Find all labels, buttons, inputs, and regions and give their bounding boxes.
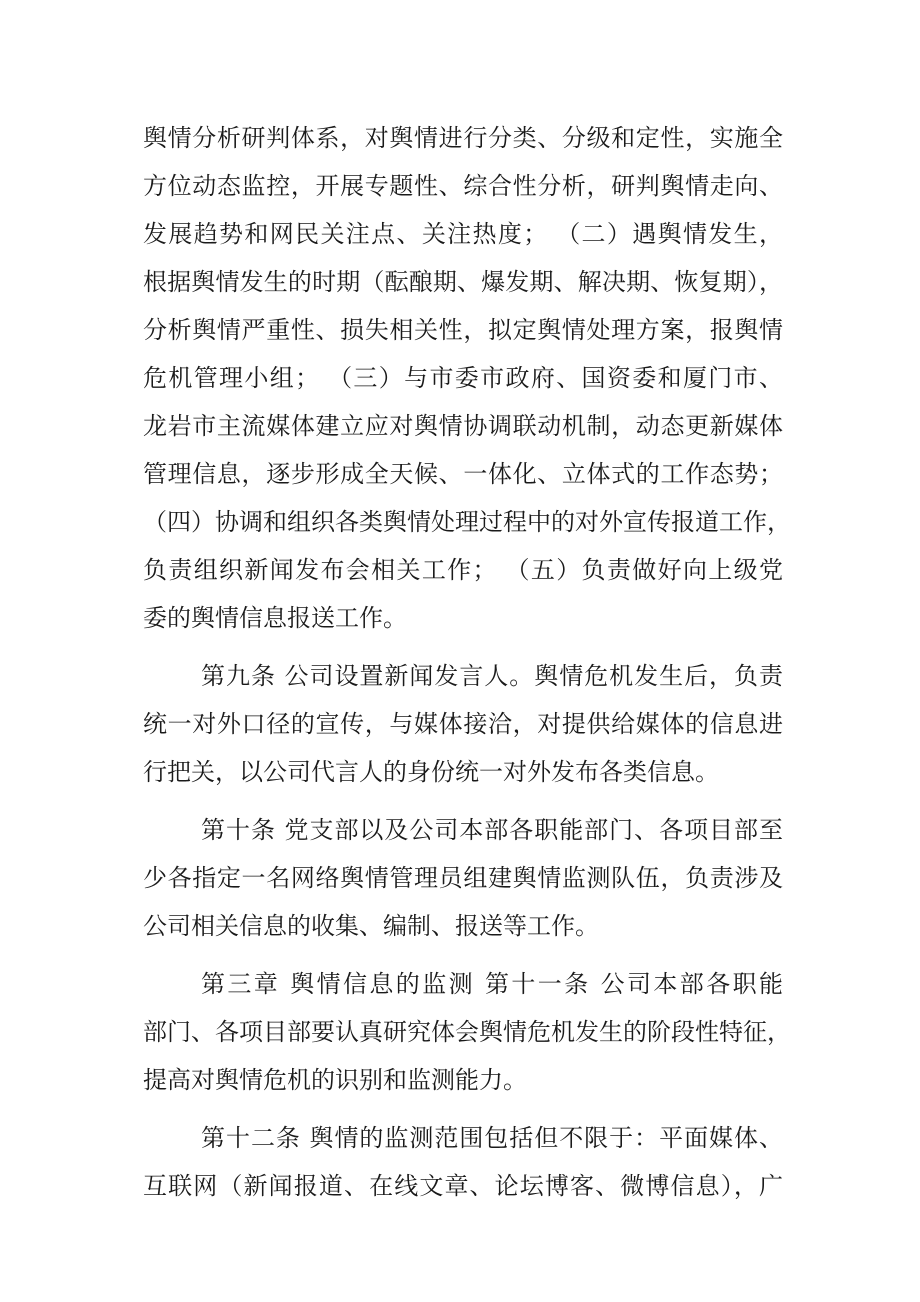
text-line: 互联网（新闻报道、在线文章、论坛博客、微博信息），广 — [143, 1172, 783, 1200]
text-line: 方位动态监控，开展专题性、综合性分析，研判舆情走向、 — [143, 172, 783, 200]
paragraph-chapter-3-article-11 — [143, 960, 791, 1104]
text-line: 第九条 公司设置新闻发言人。舆情危机发生后，负责 — [201, 662, 783, 690]
text-line: 负责组织新闻发布会相关工作； （五）负责做好向上级党 — [143, 556, 783, 584]
document-body — [143, 114, 791, 1220]
text-line: 少各指定一名网络舆情管理员组建舆情监测队伍，负责涉及 — [143, 864, 783, 892]
text-line: 管理信息，逐步形成全天候、一体化、立体式的工作态势； — [143, 460, 783, 488]
text-line: 统一对外口径的宣传，与媒体接洽，对提供给媒体的信息进 — [143, 710, 783, 738]
paragraph-article-12 — [143, 1114, 783, 1210]
text-line: 第十条 党支部以及公司本部各职能部门、各项目部至 — [201, 816, 783, 844]
text-line: （四）协调和组织各类舆情处理过程中的对外宣传报道工作， — [143, 508, 791, 536]
text-line: 分析舆情严重性、损失相关性，拟定舆情处理方案，报舆情 — [143, 316, 783, 344]
text-line: 委的舆情信息报送工作。 — [143, 604, 407, 632]
text-line: 提高对舆情危机的识别和监测能力。 — [143, 1066, 527, 1094]
paragraph-article-9 — [143, 652, 783, 796]
paragraph-duties-continued — [143, 114, 791, 642]
text-line: 舆情分析研判体系，对舆情进行分类、分级和定性，实施全 — [143, 124, 783, 152]
text-line: 公司相关信息的收集、编制、报送等工作。 — [143, 912, 599, 940]
text-line: 第三章 舆情信息的监测 第十一条 公司本部各职能 — [201, 970, 783, 998]
paragraph-article-10 — [143, 806, 783, 950]
text-line: 行把关，以公司代言人的身份统一对外发布各类信息。 — [143, 758, 719, 786]
text-line: 龙岩市主流媒体建立应对舆情协调联动机制，动态更新媒体 — [143, 412, 783, 440]
text-line: 部门、各项目部要认真研究体会舆情危机发生的阶段性特征， — [143, 1018, 791, 1046]
text-line: 发展趋势和网民关注点、关注热度； （二）遇舆情发生， — [143, 220, 783, 248]
text-line: 第十二条 舆情的监测范围包括但不限于：平面媒体、 — [201, 1124, 783, 1152]
text-line: 根据舆情发生的时期（酝酿期、爆发期、解决期、恢复期）， — [143, 268, 783, 296]
text-line: 危机管理小组； （三）与市委市政府、国资委和厦门市、 — [143, 364, 783, 392]
